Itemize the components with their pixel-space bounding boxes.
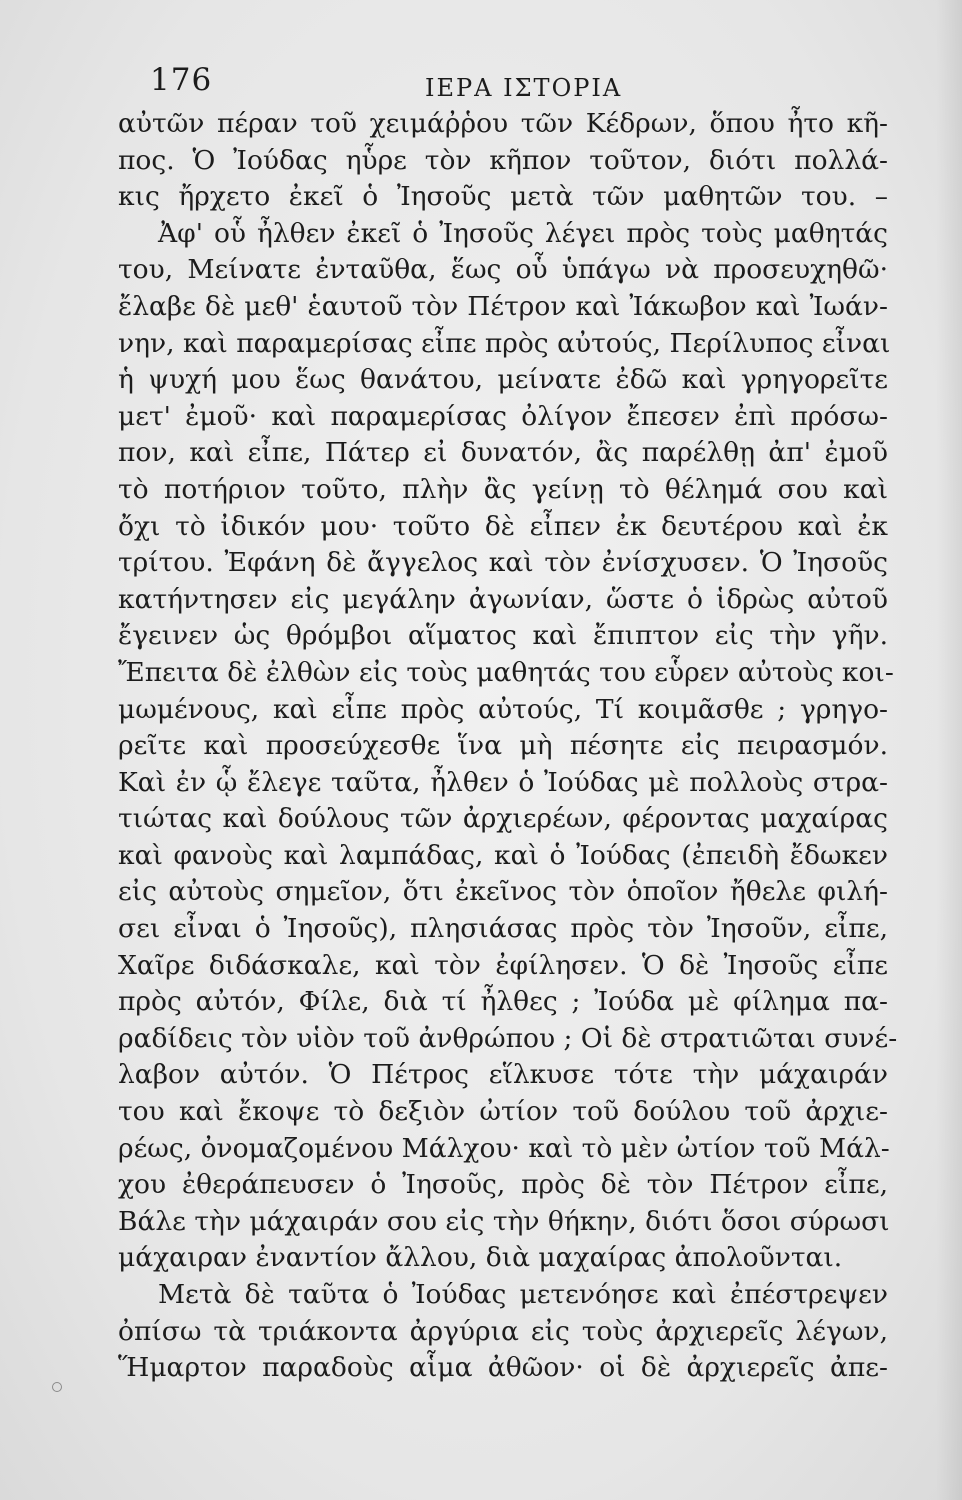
page-number: 176 [150,62,213,98]
text-line: του καὶ ἔκοψε τὸ δεξιὸν ὠτίον τοῦ δούλου τοῦ ἀρχιε- [118,1096,888,1128]
text-line: πον, καὶ εἶπε, Πάτερ εἰ δυνατόν, ἂς παρέλθῃ ἀπ' ἐμοῦ [118,437,888,469]
page-edge-shadow [936,0,962,1500]
text-line: εἰς αὐτοὺς σημεῖον, ὅτι ἐκεῖνος τὸν ὁποῖον ἤθελε φιλή- [118,876,888,908]
text-line: τὸ ποτήριον τοῦτο, πλὴν ἂς γείνῃ τὸ θέλημά σου καὶ [118,473,888,505]
text-line: χου ἐθεράπευσεν ὁ Ἰησοῦς, πρὸς δὲ τὸν Πέτρον εἶπε, [118,1169,888,1201]
text-line: σει εἶναι ὁ Ἰησοῦς), πλησιάσας πρὸς τὸν Ἰησοῦν, εἶπε, [118,913,888,945]
margin-ink-mark [52,1382,62,1392]
text-line: αὐτῶν πέραν τοῦ χειμάῤῥου τῶν Κέδρων, ὅπου ἦτο κῆ- [118,108,888,139]
text-line: ραδίδεις τὸν υἱὸν τοῦ ἀνθρώπου ; Οἱ δὲ στρατιῶται συνέ- [118,1022,898,1054]
text-line: ὀπίσω τὰ τριάκοντα ἀργύρια εἰς τοὺς ἀρχιερεῖς λέγων, [118,1315,888,1347]
text-line: Ἔπειτα δὲ ἐλθὼν εἰς τοὺς μαθητάς του εὗρεν αὐτοὺς κοι- [118,656,894,688]
text-line: Χαῖρε διδάσκαλε, καὶ τὸν ἐφίλησεν. Ὁ δὲ Ἰησοῦς εἶπε [118,949,888,981]
text-line: ρεῖτε καὶ προσεύχεσθε ἵνα μὴ πέσητε εἰς πειρασμόν. [118,730,888,762]
text-line: μωμένους, καὶ εἶπε πρὸς αὐτούς, Τί κοιμᾶσθε ; γρηγο- [118,693,888,725]
text-line: Βάλε τὴν μάχαιράν σου εἰς τὴν θήκην, διότι ὅσοι σύρωσι [118,1205,890,1237]
text-line: τιώτας καὶ δούλους τῶν ἀρχιερέων, φέροντας μαχαίρας [118,803,888,835]
text-line: πος. Ὁ Ἰούδας ηὗρε τὸν κῆπον τοῦτον, διότι πολλά- [118,144,888,176]
page-header [150,62,890,112]
text-line: λαβον αὐτόν. Ὁ Πέτρος εἵλκυσε τότε τὴν μάχαιράν [118,1059,888,1091]
text-line: κατήντησεν εἰς μεγάλην ἀγωνίαν, ὥστε ὁ ἱδρὼς αὐτοῦ [118,583,888,615]
text-line: ἔγεινεν ὡς θρόμβοι αἵματος καὶ ἔπιπτον εἰς τὴν γῆν. [118,620,888,652]
text-line: Καὶ ἐν ᾧ ἔλεγε ταῦτα, ἦλθεν ὁ Ἰούδας μὲ πολλοὺς στρα- [118,766,888,798]
text-line: πρὸς αὐτόν, Φίλε, διὰ τί ἦλθες ; Ἰούδα μὲ φίλημα πα- [118,986,888,1018]
text-line: Μετὰ δὲ ταῦτα ὁ Ἰούδας μετενόησε καὶ ἐπέστρεψεν [158,1279,888,1310]
text-line: Ἀφ' οὗ ἦλθεν ἐκεῖ ὁ Ἰησοῦς λέγει πρὸς τοὺς μαθητάς [158,217,888,249]
text-line: κις ἤρχετο ἐκεῖ ὁ Ἰησοῦς μετὰ τῶν μαθητῶν του. – [118,181,888,213]
text-line: μάχαιραν ἐναντίον ἄλλου, διὰ μαχαίρας ἀπολοῦνται. [118,1242,843,1274]
text-line: νην, καὶ παραμερίσας εἶπε πρὸς αὐτούς, Περίλυπος εἶναι [118,327,891,359]
text-line: ἔλαβε δὲ μεθ' ἑαυτοῦ τὸν Πέτρον καὶ Ἰάκωβον καὶ Ἰωάν- [118,290,888,322]
text-line: ἡ ψυχή μου ἕως θανάτου, μείνατε ἐδῶ καὶ γρηγορεῖτε [118,364,888,396]
text-line: καὶ φανοὺς καὶ λαμπάδας, καὶ ὁ Ἰούδας (ἐπειδὴ ἔδωκεν [118,839,888,871]
text-line: ὄχι τὸ ἰδικόν μου· τοῦτο δὲ εἶπεν ἐκ δευτέρου καὶ ἐκ [118,510,888,542]
text-line: μετ' ἐμοῦ· καὶ παραμερίσας ὀλίγον ἔπεσεν ἐπὶ πρόσω- [118,400,888,432]
text-line: του, Μείνατε ἐνταῦθα, ἕως οὗ ὑπάγω νὰ προσευχηθῶ· [118,254,888,286]
text-line: τρίτου. Ἐφάνη δὲ ἄγγελος καὶ τὸν ἐνίσχυσεν. Ὁ Ἰησοῦς [118,547,888,579]
running-title: ΙΕΡΑ ΙΣΤΟΡΙΑ [425,74,623,102]
text-line: Ἥμαρτον παραδοὺς αἷμα ἀθῶον· οἱ δὲ ἀρχιερεῖς ἀπε- [118,1352,888,1384]
text-line: ρέως, ὀνομαζομένου Μάλχου· καὶ τὸ μὲν ὠτίον τοῦ Μάλ- [118,1132,890,1164]
body-text [118,106,898,1387]
